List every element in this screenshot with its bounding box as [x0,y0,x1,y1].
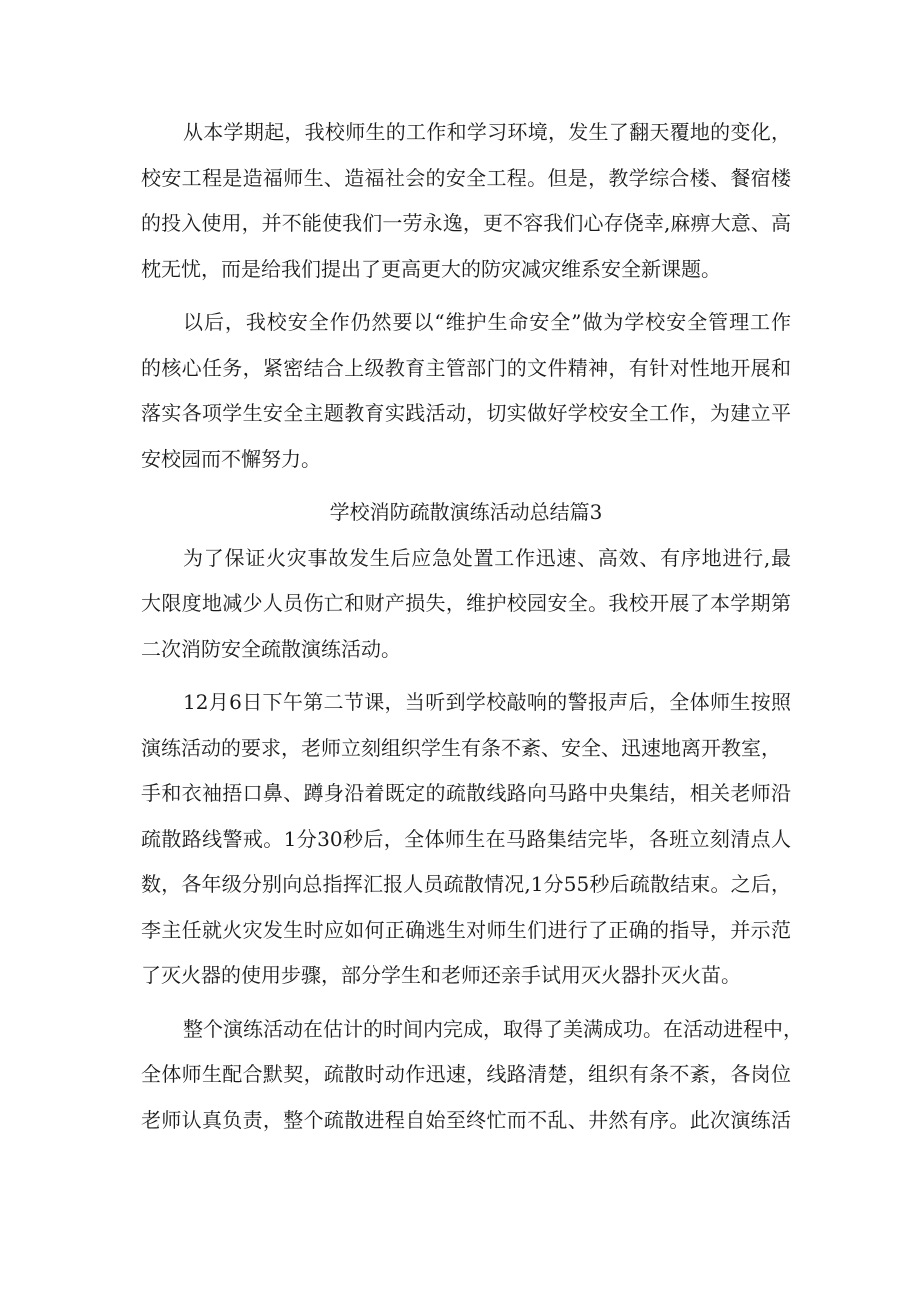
paragraph-4 [141,680,791,999]
text-line: 了灭火器的使用步骤，部分学生和老师还亲手试用灭火器扑灭火苗。 [141,963,741,987]
text-line: 大限度地减少人员伤亡和财产损失，维护校园安全。我校开展了本学期第 [141,591,791,615]
text-line: 以后，我校安全作仍然要以“维护生命安全”做为学校安全管理工作 [183,310,791,334]
text-line: 为了保证火灾事故发生后应急处置工作迅速、高效、有序地进行,最 [183,545,791,570]
text-line: 安校园而不懈努力。 [141,446,321,471]
text-line: 整个演练活动在估计的时间内完成，取得了美满成功。在活动进程中， [183,1016,803,1041]
paragraph-1 [141,110,791,292]
section-heading: 学校消防疏散演练活动总结篇3 [329,500,603,524]
text-line: 校安工程是造福师生、造福社会的安全工程。但是，教学综合楼、餐宿楼 [141,165,791,190]
text-line: 数，各年级分别向总指挥汇报人员疏散情况,1分55秒后疏散结束。之后， [141,872,791,896]
text-line: 从本学期起，我校师生的工作和学习环境，发生了翻天覆地的变化， [183,120,791,144]
paragraph-3 [141,536,791,673]
paragraph-5 [141,1007,803,1144]
text-line: 枕无忧，而是给我们提出了更高更大的防灾减灾维系安全新课题。 [141,256,721,281]
text-line: 全体师生配合默契，疏散时动作迅速，线路清楚，组织有条不紊，各岗位 [141,1062,791,1086]
text-line: 12月6日下午第二节课，当听到学校敲响的警报声后，全体师生按照 [183,690,791,714]
text-line: 李主任就火灾发生时应如何正确逃生对师生们进行了正确的指导，并示范 [141,917,791,942]
text-line: 疏散路线警戒。1分30秒后，全体师生在马路集结完毕，各班立刻清点人 [141,826,791,851]
text-line: 落实各项学生安全主题教育实践活动，切实做好学校安全工作，为建立平 [141,401,791,425]
text-line: 的核心任务，紧密结合上级教育主管部门的文件精神，有针对性地开展和 [141,355,791,380]
text-line: 二次消防安全疏散演练活动。 [141,636,401,661]
text-line: 老师认真负责，整个疏散进程自始至终忙而不乱、井然有序。此次演练活 [141,1107,791,1132]
document-body [141,110,803,1143]
text-line: 演练活动的要求，老师立刻组织学生有条不紊、安全、迅速地离开教室， [141,735,781,760]
paragraph-2 [141,300,791,482]
text-line: 的投入使用，并不能使我们一劳永逸，更不容我们心存侥幸,麻痹大意、高 [141,211,791,235]
text-line: 手和衣袖捂口鼻、蹲身沿着既定的疏散线路向马路中央集结，相关老师沿 [141,781,791,805]
